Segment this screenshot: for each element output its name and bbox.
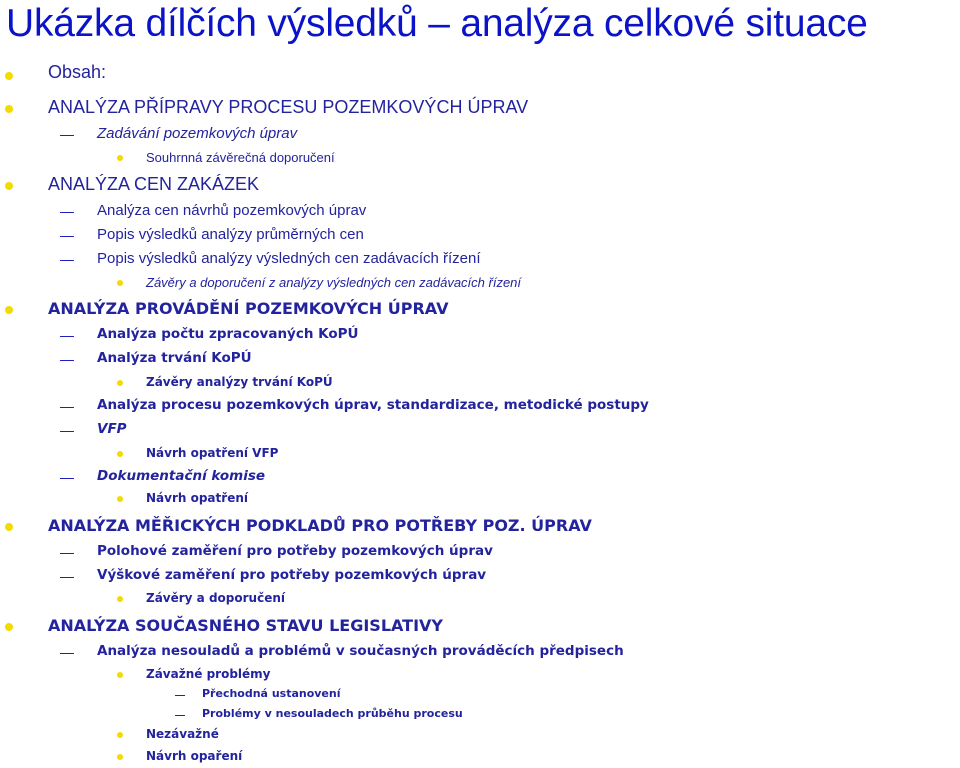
subsection-text: Analýza trvání KoPÚ: [97, 350, 252, 366]
subsection-text: Popis výsledků analýzy průměrných cen: [97, 226, 364, 243]
point-text: Návrh opatření VFP: [146, 446, 279, 460]
section-heading-text: ANALÝZA PŘÍPRAVY PROCESU POZEMKOVÝCH ÚPRAV: [48, 97, 529, 117]
bullet-icon: [5, 306, 13, 314]
dash-icon: [60, 212, 74, 213]
dash-icon: [60, 431, 74, 432]
dash-icon: [60, 553, 74, 554]
subsection-text: VFP: [97, 421, 127, 437]
subsection-text: Analýza nesouladů a problémů v současných prováděcích předpisech: [97, 643, 624, 659]
bullet-icon: [5, 182, 13, 190]
dash-icon: [60, 653, 74, 654]
dash-icon: [175, 695, 185, 696]
bullet-icon: [117, 732, 123, 738]
bullet-icon: [117, 596, 123, 602]
subsection-text: Analýza počtu zpracovaných KoPÚ: [97, 326, 359, 342]
point-text: Nezávažné: [146, 727, 219, 741]
dash-icon: [60, 360, 74, 361]
dash-icon: [60, 260, 74, 261]
bullet-icon: [117, 496, 123, 502]
section-heading-text: ANALÝZA MĚŘICKÝCH PODKLADŮ PRO POTŘEBY POZ. ÚPRAV: [48, 516, 592, 535]
bullet-icon: [5, 523, 13, 531]
section-heading-text: ANALÝZA SOUČASNÉHO STAVU LEGISLATIVY: [48, 616, 443, 635]
bullet-icon: [117, 155, 123, 161]
bullet-icon: [5, 72, 13, 80]
section-heading-text: ANALÝZA PROVÁDĚNÍ POZEMKOVÝCH ÚPRAV: [48, 299, 449, 318]
slide-title: Ukázka dílčích výsledků – analýza celkové situace: [6, 2, 868, 45]
subsection-text: Dokumentační komise: [97, 468, 266, 484]
point-text: Souhrnná závěrečná doporučení: [146, 150, 335, 165]
subsection-text: Popis výsledků analýzy výsledných cen zadávacích řízení: [97, 250, 481, 267]
point-text: Návrh opaření: [146, 749, 243, 763]
bullet-icon: [5, 623, 13, 631]
dash-icon: [60, 135, 74, 136]
contents-label: Obsah:: [48, 62, 107, 82]
dash-icon: [60, 236, 74, 237]
point-text: Závěry analýzy trvání KoPÚ: [146, 375, 333, 389]
subsection-text: Polohové zaměření pro potřeby pozemkových úprav: [97, 543, 493, 559]
bullet-icon: [117, 672, 123, 678]
bullet-icon: [117, 380, 123, 386]
bullet-icon: [117, 280, 123, 286]
subsection-text: Výškové zaměření pro potřeby pozemkových úprav: [97, 567, 487, 583]
point-text: Závažné problémy: [146, 667, 271, 681]
bullet-icon: [5, 105, 13, 113]
bullet-icon: [117, 754, 123, 760]
dash-icon: [60, 478, 74, 479]
subpoint-text: Problémy v nesouladech průběhu procesu: [202, 707, 463, 720]
dash-icon: [60, 577, 74, 578]
subpoint-text: Přechodná ustanovení: [202, 687, 341, 700]
subsection-text: Analýza cen návrhů pozemkových úprav: [97, 202, 367, 219]
dash-icon: [175, 715, 185, 716]
point-text: Návrh opatření: [146, 491, 248, 505]
dash-icon: [60, 407, 74, 408]
bullet-icon: [117, 451, 123, 457]
subsection-text: Analýza procesu pozemkových úprav, standardizace, metodické postupy: [97, 397, 649, 413]
dash-icon: [60, 336, 74, 337]
point-text: Závěry a doporučení: [146, 591, 285, 605]
subsection-text: Zadávání pozemkových úprav: [97, 125, 298, 142]
point-text: Závěry a doporučení z analýzy výsledných cen zadávacích řízení: [146, 275, 522, 290]
section-heading-text: ANALÝZA CEN ZAKÁZEK: [48, 174, 260, 194]
